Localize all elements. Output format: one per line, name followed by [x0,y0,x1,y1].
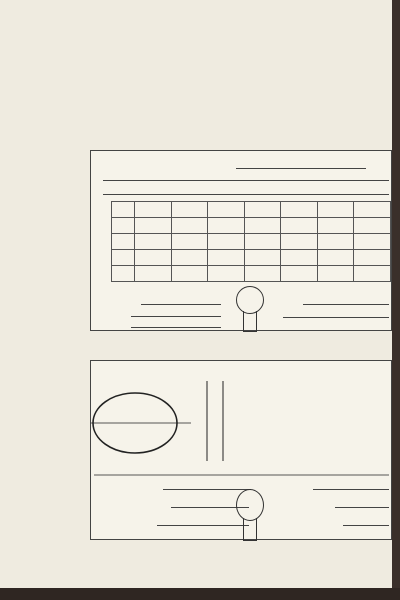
table-row [112,250,391,266]
column-header [244,202,281,218]
card-tab-hole [236,489,264,521]
column-header [354,202,391,218]
row-label [112,218,135,234]
card-tab-slot [243,311,257,332]
table-row [112,218,391,234]
table-header-row [112,202,391,218]
page-bottom-edge [0,588,400,600]
column-header [281,202,318,218]
page-edge [392,0,400,600]
card-tab-slot [243,518,257,541]
table-cell [112,202,135,218]
prescription-table [111,201,391,282]
row-label [112,266,135,282]
column-header [317,202,354,218]
prescription-card-front [90,150,392,331]
row-label [112,234,135,250]
prescription-card-back [90,360,392,540]
row-label [112,250,135,266]
table-row [112,266,391,282]
table-row [112,234,391,250]
column-header [135,202,172,218]
column-header [208,202,245,218]
card-tab-hole [236,286,264,314]
column-header [171,202,208,218]
